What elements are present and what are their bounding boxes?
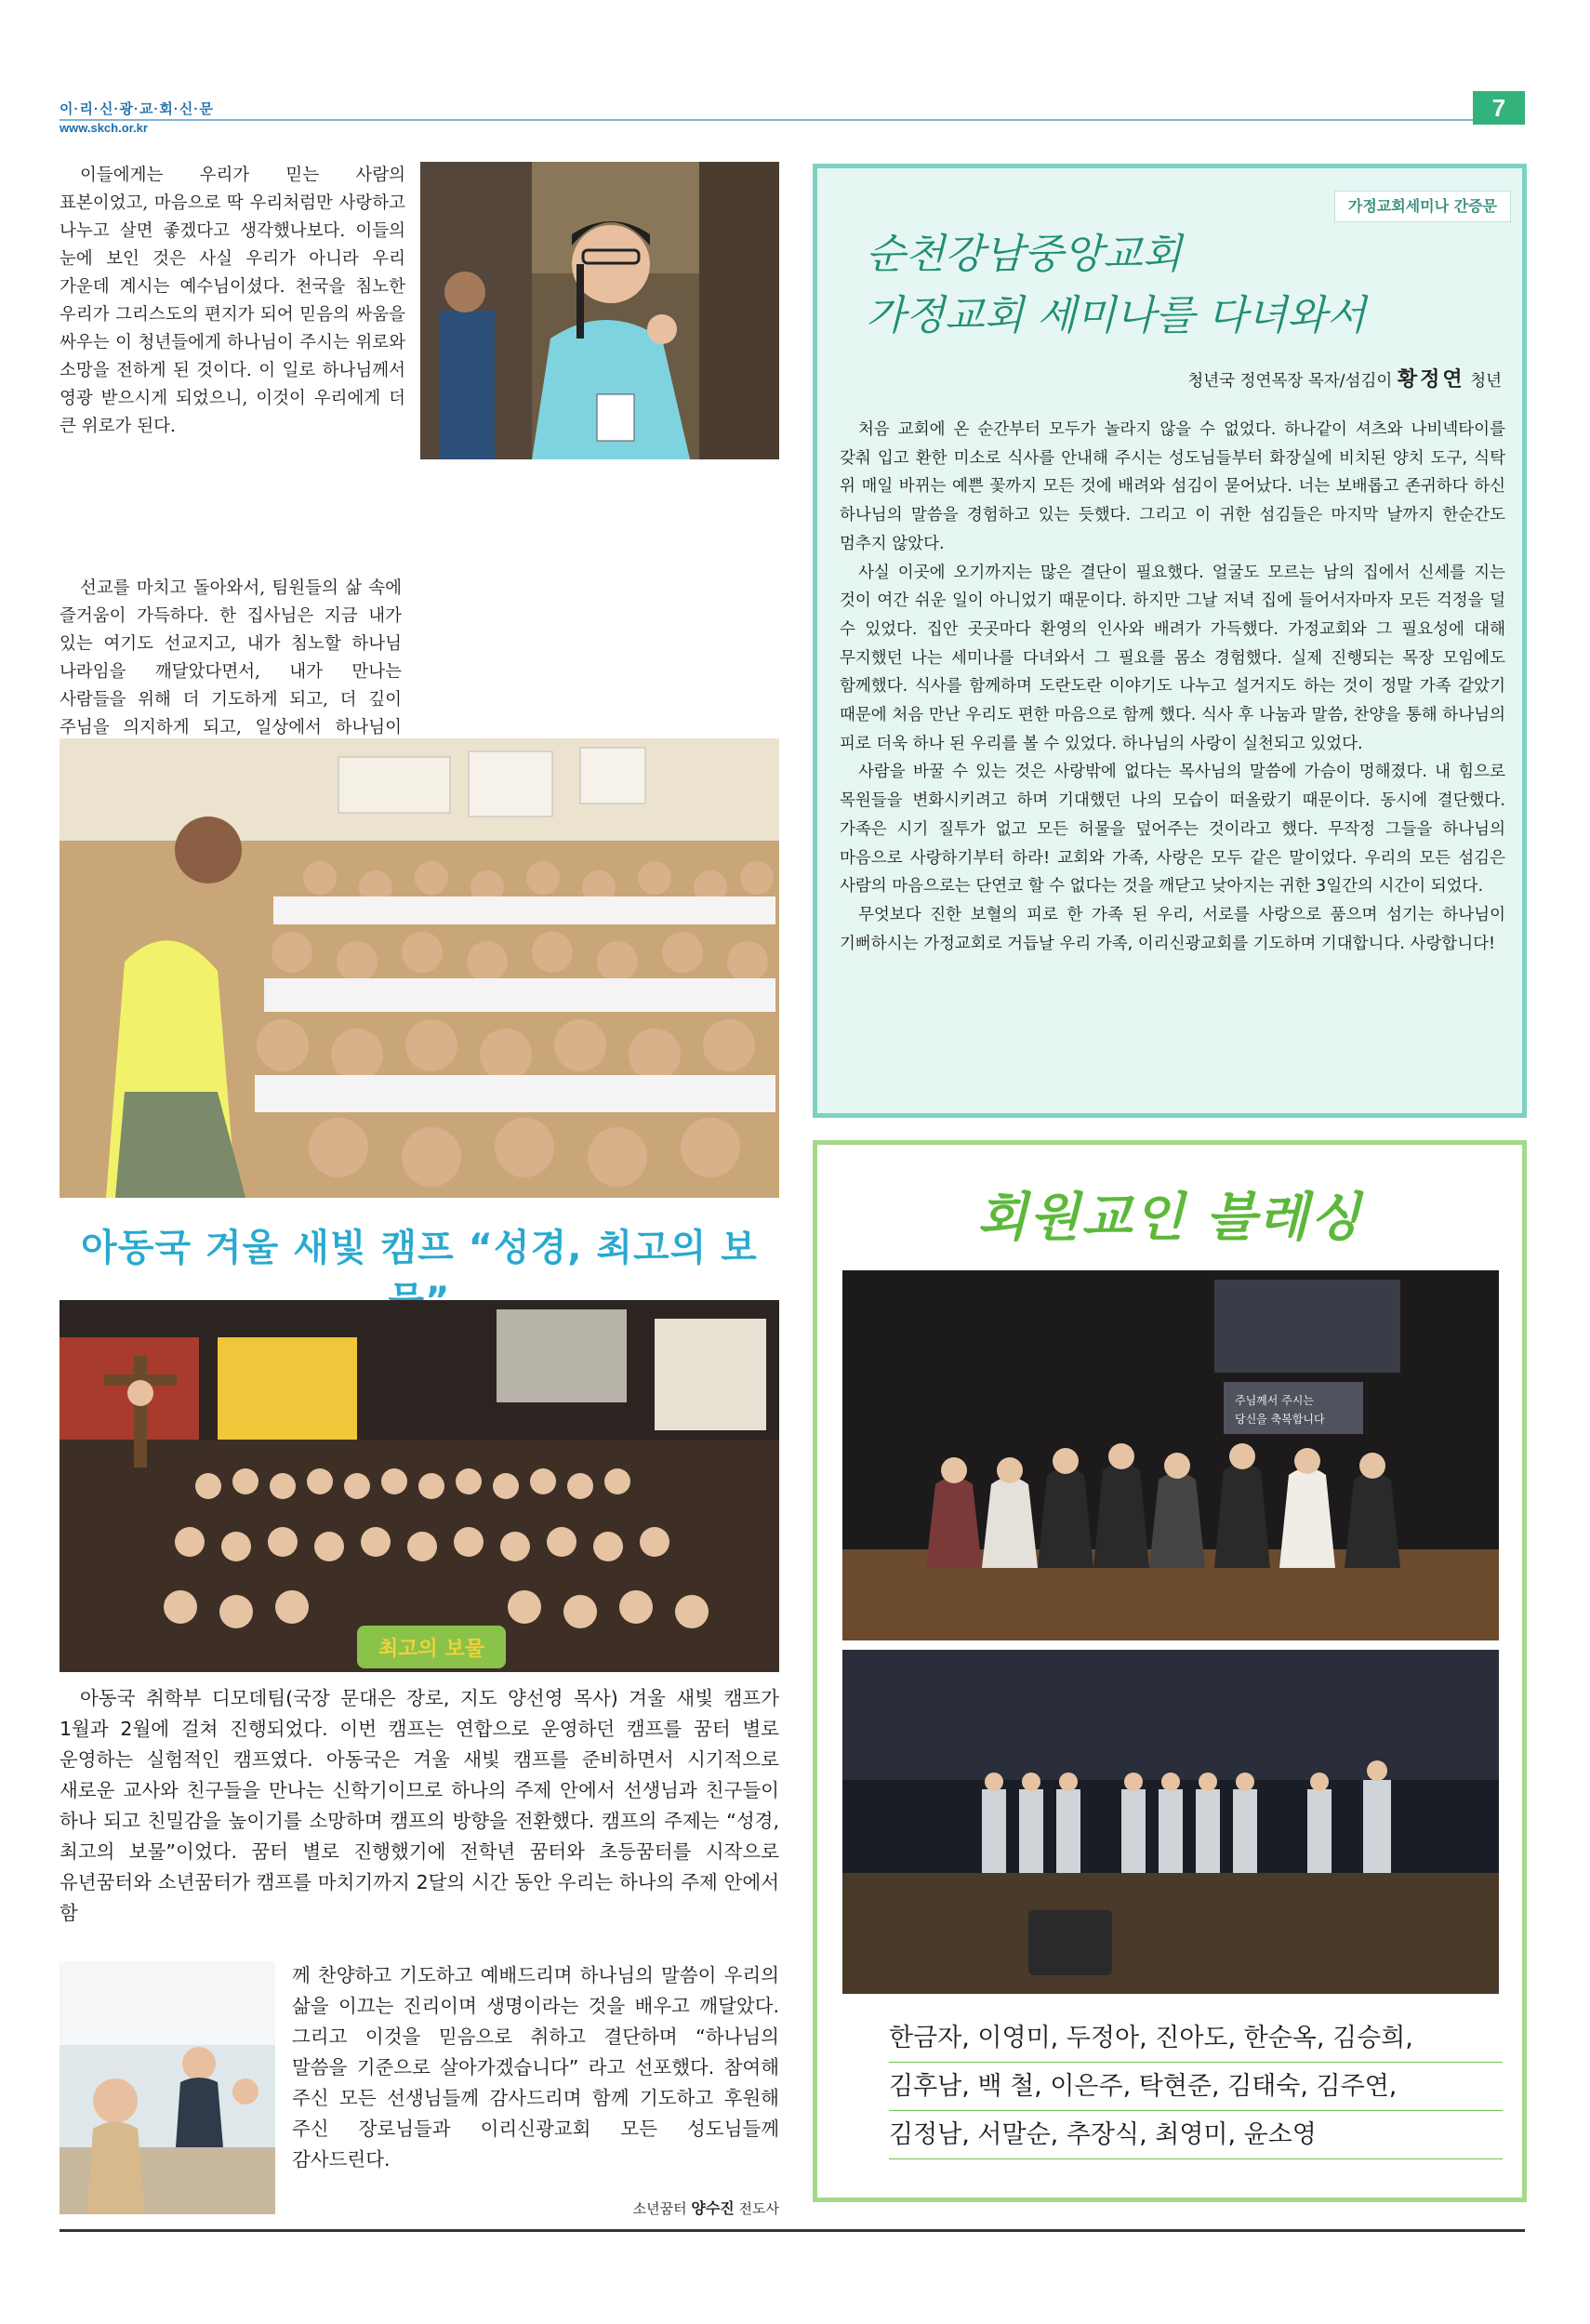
names-row-2: 김후남, 백 철, 이은주, 탁현준, 김태숙, 김주연, bbox=[889, 2063, 1503, 2111]
camp-paragraph-text: 아동국 취학부 디모데팀(국장 문대은 장로, 지도 양선영 목사) 겨울 새빛 캠프가 1월과 2월에 걸쳐 진행되었다. 이번 캠프는 연합으로 운영하던 캠프를 꿈터 별로 운영하는 실험적인 캠프였다. 아동국은 겨울 새빛 캠프를 준비하면서 시기적으로 새로운 교사와 친구들을 만나는 신학기이므로 하나의 주제 안에서 선생님과 친구들이 하나 되고 친밀감을 높이기를 소망하며 캠프의 방향을 전환했다. 캠프의 주제는 “성경, 최고의 보물”이었다. 꿈터 별로 진행했기에 전학년 꿈터와 초등꿈터를 시작으로 유년꿈터와 소년꿈터가 캠프를 마치기까지 2달의 시간 동안 우리는 하나의 주제 안에서 함 bbox=[60, 1687, 779, 1924]
camp-paragraph-text: 께 찬양하고 기도하고 예배드리며 하나님의 말씀이 우리의 삶을 이끄는 진리이며 생명이라는 것을 배우고 깨달았다. 그리고 이것을 믿음으로 취하고 결단하며 “하나님의 말씀을 기준으로 살아가겠습니다” 라고 선포했다. 참여해 주신 모든 선생님들께 감사드리며 함께 기도하고 후원해 주신 장로님들과 이리신광교회 모든 성도님들께 감사드린다. bbox=[292, 1964, 779, 2171]
seminar-paragraph: 사람을 바꿀 수 있는 것은 사랑밖에 없다는 목사님의 말씀에 가슴이 멍해졌다. 내 힘으로 목원들을 변화시키려고 하며 기대했던 나의 모습이 떠올랐기 때문이다. 동시에 결단했다. 가족은 시기 질투가 없고 모든 허물을 덮어주는 것이라고 했다. 무작정 그들을 하나님의 마음으로 사랑하기부터 하라! 교회와 가족, 사랑은 모두 같은 말이었다. 우리의 모든 섬김은 사람의 마음으로는 단연코 할 수 없다는 것을 깨닫고 낮아지는 귀한 3일간의 시간이 되었다. bbox=[840, 763, 1505, 896]
newspaper-url[interactable]: www.skch.or.kr bbox=[60, 121, 148, 135]
seminar-testimony-box bbox=[813, 164, 1527, 1118]
seminar-paragraph: 무엇보다 진한 보혈의 피로 한 가족 된 우리, 서로를 사랑으로 품으며 섬기는 하나님이 기뻐하시는 가정교회로 거듭날 우리 가족, 이리신광교회를 기도하며 기대합니다. 사랑합니다! bbox=[840, 905, 1505, 953]
children-group-photo bbox=[60, 738, 779, 1198]
byline-suffix: 전도사 bbox=[738, 2200, 779, 2217]
seminar-author bbox=[1187, 364, 1502, 392]
screen-text-line-2: 당신을 축복합니다 bbox=[1235, 1413, 1325, 1426]
blessing-title: 회원교인 블레싱 bbox=[976, 1187, 1363, 1248]
pastor-speaking-photo bbox=[420, 162, 779, 459]
children-praying-photo bbox=[60, 1961, 275, 2214]
names-row-1: 한금자, 이영미, 두정아, 진아도, 한순옥, 김승희, bbox=[889, 2014, 1503, 2063]
blessing-ceremony-photo bbox=[842, 1270, 1499, 1640]
camp-article-title: 아동국 겨울 새빛 캠프 “성경, 최고의 보 bbox=[81, 1227, 758, 1269]
header-rule bbox=[60, 119, 1525, 121]
camp-banner-text: 최고의 보물 bbox=[378, 1638, 484, 1661]
screen-text-line-1: 주님께서 주시는 bbox=[1235, 1394, 1314, 1407]
byline-name: 양수진 bbox=[691, 2199, 735, 2217]
camp-byline bbox=[633, 2197, 779, 2218]
mission-article-paragraph-1 bbox=[60, 162, 405, 441]
seminar-title-line-1: 순천강남중앙교회 bbox=[866, 231, 1183, 278]
seminar-category-tag: 가정교회세미나 간증문 bbox=[1334, 191, 1511, 222]
page-number: 7 bbox=[1473, 91, 1525, 125]
author-name: 황정연 bbox=[1397, 368, 1465, 392]
names-row-3: 김정남, 서말순, 추장식, 최영미, 윤소영 bbox=[889, 2111, 1503, 2159]
camp-article-body-continued bbox=[292, 1960, 779, 2175]
camp-group-photo bbox=[60, 1300, 779, 1672]
seminar-paragraph: 사실 이곳에 오기까지는 많은 결단이 필요했다. 얼굴도 모르는 남의 집에서 신세를 지는 것이 여간 쉬운 일이 아니었기 때문이다. 하지만 그날 저녁 집에 들어서자마자 모든 걱정을 덜 수 있었다. 집안 곳곳마다 환영의 인사와 배려가 가득했다. 가정교회와 그 필요성에 대해 무지했던 나는 세미나를 다녀와서 그 필요를 몸소 경험했다. 실제 진행되는 목장 모임에도 함께했다. 식사를 함께하며 도란도란 이야기도 나누고 설거지도 하는 것이 정말 가족 같았기 때문에 처음 만난 우리도 편한 마음으로 함께 했다. 식사 후 나눔과 말씀, 찬양을 통해 하나님의 피로 더욱 하나 된 우리를 볼 수 있었다. 하나님의 사랑이 실천되고 있었다. bbox=[840, 563, 1505, 753]
mission-paragraph-text: 선교를 마치고 돌아와서, 팀원들의 삶 속에 즐거움이 가득하다. 한 집사님은 지금 내가 있는 여기도 선교지고, 내가 침노할 하나님 나라임을 깨달았다면서, 내가 만나는 사람들을 위해 더 기도하게 되고, 더 깊이 주님을 의지하게 되고, 일상에서 하나님이 bbox=[60, 578, 402, 737]
seminar-title-line-2: 가정교회 세미나를 다녀와서 bbox=[866, 292, 1367, 339]
byline-prefix: 소년꿈터 bbox=[632, 2200, 687, 2217]
seminar-paragraph: 처음 교회에 온 순간부터 모두가 놀라지 않을 수 없었다. 하나같이 셔츠와 나비넥타이를 갖춰 입고 환한 미소로 식사를 안내해 주시는 성도님들부터 화장실에 비치된 양치 도구, 식탁 위 매일 바뀌는 예쁜 꽃까지 모든 것에 배려와 섬김이 묻어났다. 너는 보배롭고 존귀하다 하신 하나님의 말씀을 경험하고 있는 듯했다. 그리고 이 귀한 섬김들은 마지막 날까지 한순간도 멈추지 않았다. bbox=[840, 420, 1505, 553]
blessing-names-list bbox=[889, 2014, 1503, 2159]
author-suffix: 청년 bbox=[1470, 372, 1502, 391]
author-role: 청년국 정연목장 목자/섬김이 bbox=[1187, 372, 1393, 391]
camp-article-body bbox=[60, 1683, 779, 1929]
mission-paragraph-text: 이들에게는 우리가 믿는 사람의 표본이었고, 마음으로 딱 우리처럼만 사랑하고 나누고 살면 좋겠다고 생각했나보다. 이들의 눈에 보인 것은 사실 우리가 아니라 우리 가운데 계시는 예수님이셨다. 천국을 침노한 우리가 그리스도의 편지가 되어 믿음의 싸움을 싸우는 이 청년들에게 하나님이 주시는 위로와 소망을 전하게 된 것이다. 이 일로 하나님께서 영광 받으시게 되었으니, 이것이 우리에게 더 큰 위로가 된다. bbox=[60, 166, 405, 436]
footer-rule bbox=[60, 2229, 1525, 2232]
blessing-stage-photo bbox=[842, 1650, 1499, 1994]
seminar-title bbox=[866, 224, 1498, 347]
newspaper-name: 이·리·신·광·교·회·신·문 bbox=[60, 101, 214, 117]
seminar-body bbox=[840, 416, 1505, 958]
